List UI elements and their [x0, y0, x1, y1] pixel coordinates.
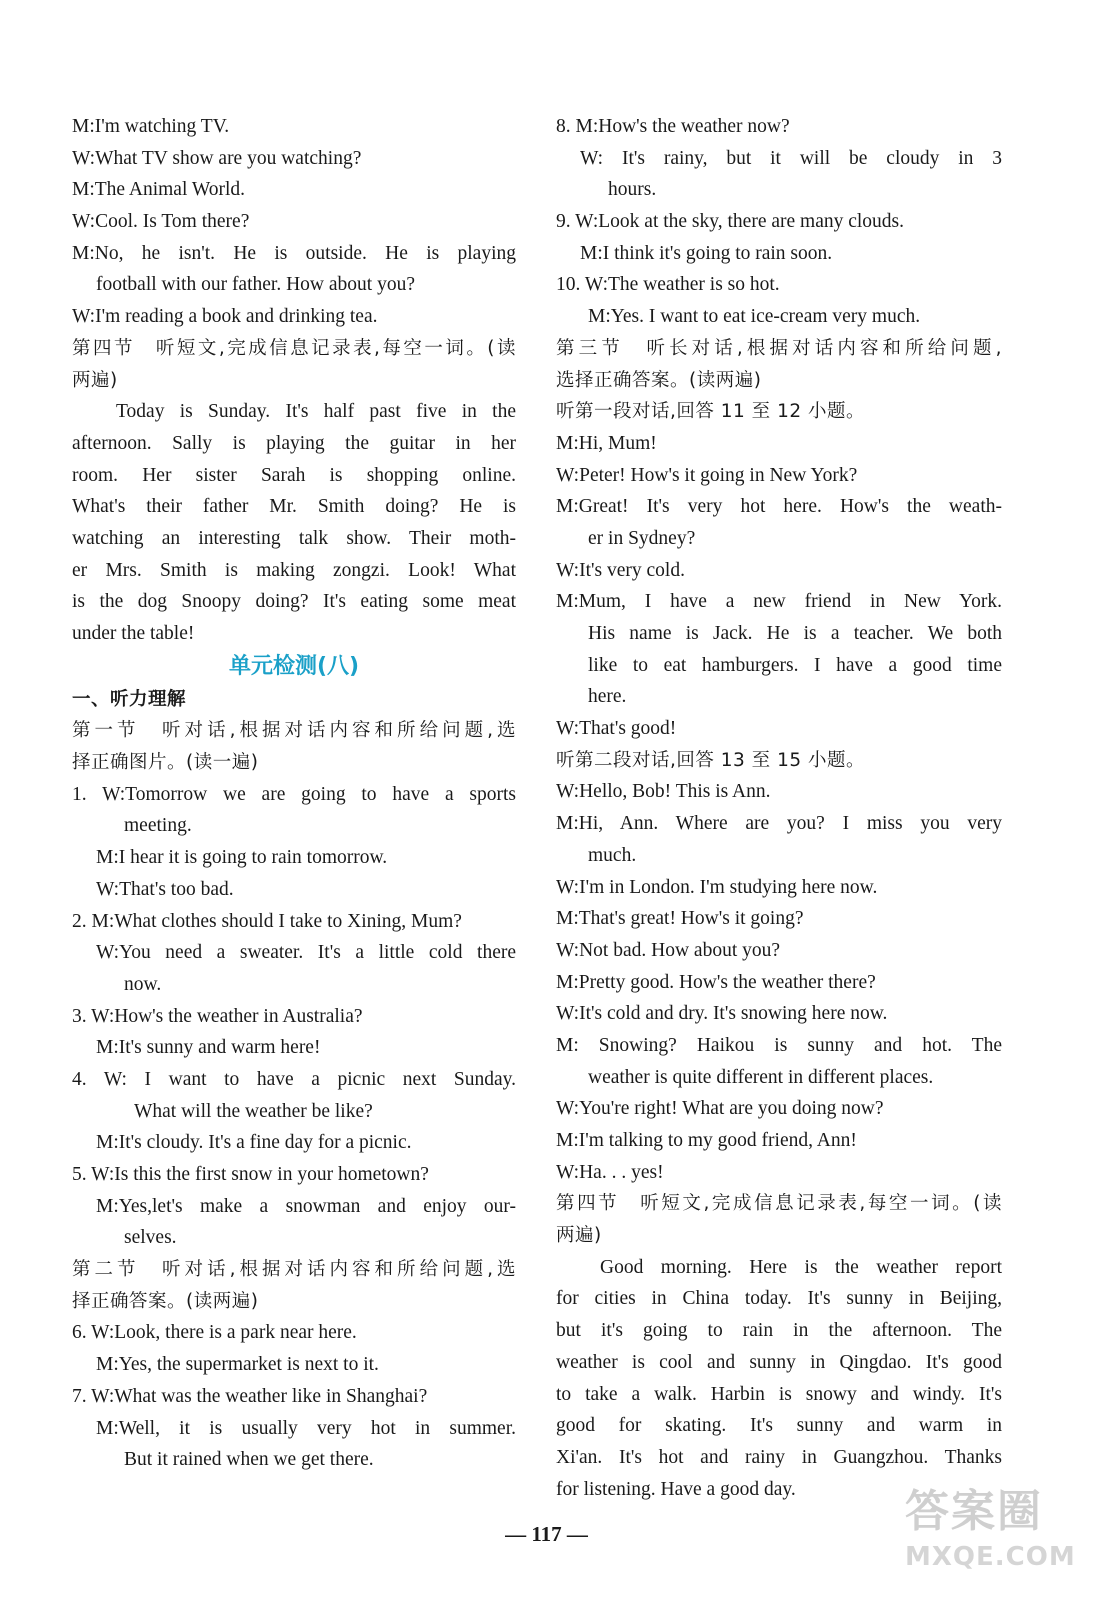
text-line: much.: [588, 844, 637, 866]
left-column: [72, 111, 516, 1476]
text-line: M:That's great! How's it going?: [556, 908, 804, 930]
text-line: M:Pretty good. How's the weather there?: [556, 971, 876, 993]
text-line: W: It's rainy, but it will be cloudy in 3: [580, 147, 1002, 169]
text-line: afternoon. Sally is playing the guitar in her: [72, 432, 516, 454]
text-line: M:I think it's going to rain soon.: [580, 242, 833, 264]
text-line: W:I'm in London. I'm studying here now.: [556, 876, 878, 898]
text-line: W:It's cold and dry. It's snowing here now.: [556, 1003, 888, 1025]
section-title: 单元检测(八): [228, 653, 360, 679]
text-line: M:I hear it is going to rain tomorrow.: [96, 847, 388, 869]
text-line: W:I'm reading a book and drinking tea.: [72, 306, 378, 328]
text-line: 8. M:How's the weather now?: [556, 116, 790, 137]
watermark-logo: [905, 1482, 1075, 1592]
text-line: M:I'm watching TV.: [72, 116, 230, 137]
text-line: 第一节 听对话,根据对话内容和所给问题,选: [72, 720, 516, 742]
text-line: 听第二段对话,回答 13 至 15 小题。: [556, 749, 865, 771]
text-line: hours.: [608, 179, 657, 201]
text-line: W:That's good!: [556, 718, 677, 740]
text-line: W:Ha. . . yes!: [556, 1161, 664, 1183]
text-line: M:No, he isn't. He is outside. He is playing: [72, 242, 516, 264]
text-line: 2. M:What clothes should I take to Xining, Mum?: [72, 910, 462, 932]
page-number: — 117 —: [505, 1522, 588, 1546]
text-line: weather is quite different in different places.: [588, 1066, 934, 1088]
text-line: M:Well, it is usually very hot in summer.: [96, 1417, 516, 1439]
text-line: 择正确图片。(读一遍): [72, 752, 259, 774]
text-line: 9. W:Look at the sky, there are many clouds.: [556, 211, 905, 233]
text-line: is the dog Snoopy doing? It's eating some meat: [72, 591, 516, 613]
text-line: er in Sydney?: [588, 527, 696, 549]
text-line: W:You're right! What are you doing now?: [556, 1098, 884, 1120]
text-line: M:Mum, I have a new friend in New York.: [556, 591, 1002, 613]
text-line: 择正确答案。(读两遍): [72, 1290, 259, 1312]
text-line: 两遍): [72, 369, 118, 391]
text-line: Xi'an. It's hot and rainy in Guangzhou. Thanks: [556, 1446, 1002, 1468]
text-line: 7. W:What was the weather like in Shanghai?: [72, 1385, 428, 1407]
text-line: for listening. Have a good day.: [556, 1478, 796, 1500]
text-line: 第二节 听对话,根据对话内容和所给问题,选: [72, 1259, 516, 1281]
text-line: 听第一段对话,回答 11 至 12 小题。: [556, 401, 865, 423]
text-line: weather is cool and sunny in Qingdao. It's good: [556, 1351, 1002, 1373]
text-line: 第四节 听短文,完成信息记录表,每空一词。(读: [556, 1193, 1002, 1215]
text-line: W:What TV show are you watching?: [72, 147, 362, 169]
text-line: But it rained when we get there.: [124, 1449, 374, 1471]
text-line: W:Not bad. How about you?: [556, 939, 781, 961]
text-line: watching an interesting talk show. Their moth-: [72, 527, 516, 549]
text-line: but it's going to rain in the afternoon. The: [556, 1320, 1002, 1342]
text-line: M:It's sunny and warm here!: [96, 1037, 321, 1059]
text-line: M:Yes, the supermarket is next to it.: [96, 1354, 379, 1376]
text-line: football with our father. How about you?: [96, 274, 415, 296]
text-line: M:Yes. I want to eat ice-cream very much.: [588, 306, 921, 328]
text-line: for cities in China today. It's sunny in Beijing,: [556, 1288, 1002, 1310]
text-line: now.: [124, 973, 162, 995]
text-line: to take a walk. Harbin is snowy and windy. It's: [556, 1383, 1002, 1405]
right-column: [556, 111, 1002, 1505]
text-line: Today is Sunday. It's half past five in the: [116, 401, 516, 423]
text-line: Good morning. Here is the weather report: [600, 1256, 1002, 1278]
text-line: M: Snowing? Haikou is sunny and hot. The: [556, 1034, 1002, 1056]
text-line: 第四节 听短文,完成信息记录表,每空一词。(读: [72, 337, 516, 359]
text-line: M:Yes,let's make a snowman and enjoy our-: [96, 1195, 516, 1217]
text-line: M:Hi, Mum!: [556, 432, 657, 454]
text-line: M:I'm talking to my good friend, Ann!: [556, 1130, 857, 1151]
text-line: M:It's cloudy. It's a fine day for a picnic.: [96, 1132, 412, 1154]
text-line: W:Peter! How's it going in New York?: [556, 464, 858, 486]
text-line: W:It's very cold.: [556, 559, 685, 581]
text-line: 选择正确答案。(读两遍): [556, 369, 762, 391]
text-line: What's their father Mr. Smith doing? He is: [72, 496, 516, 518]
text-line: room. Her sister Sarah is shopping online.: [72, 464, 516, 486]
text-line: W:Hello, Bob! This is Ann.: [556, 781, 771, 803]
text-line: His name is Jack. He is a teacher. We both: [588, 623, 1002, 644]
text-line: 第三节 听长对话,根据对话内容和所给问题,: [556, 337, 1002, 359]
text-line: 两遍): [556, 1225, 602, 1247]
text-line: 10. W:The weather is so hot.: [556, 274, 780, 296]
text-line: 1. W:Tomorrow we are going to have a sports: [72, 783, 516, 805]
text-line: 4. W: I want to have a picnic next Sunday.: [72, 1068, 516, 1090]
text-line: M:The Animal World.: [72, 179, 246, 201]
text-line: good for skating. It's sunny and warm in: [556, 1415, 1002, 1437]
text-line: like to eat hamburgers. I have a good time: [588, 654, 1002, 676]
text-line: W:You need a sweater. It's a little cold there: [96, 942, 516, 964]
watermark-text: 答案圈: [905, 1486, 1043, 1537]
text-line: meeting.: [124, 815, 192, 837]
text-line: 3. W:How's the weather in Australia?: [72, 1005, 363, 1027]
text-line: M:Great! It's very hot here. How's the weath-: [556, 496, 1002, 518]
text-line: 6. W:Look, there is a park near here.: [72, 1322, 357, 1344]
text-line: W:That's too bad.: [96, 878, 234, 900]
text-line: under the table!: [72, 623, 195, 644]
text-line: 一、听力理解: [72, 688, 187, 710]
text-line: W:Cool. Is Tom there?: [72, 211, 250, 233]
text-line: selves.: [124, 1227, 177, 1249]
text-line: What will the weather be like?: [134, 1100, 373, 1122]
text-line: here.: [588, 686, 627, 708]
watermark-url: MXQE.COM: [905, 1542, 1076, 1572]
text-line: M:Hi, Ann. Where are you? I miss you very: [556, 813, 1002, 835]
text-line: er Mrs. Smith is making zongzi. Look! What: [72, 559, 516, 581]
text-line: 5. W:Is this the first snow in your hometown?: [72, 1164, 429, 1185]
